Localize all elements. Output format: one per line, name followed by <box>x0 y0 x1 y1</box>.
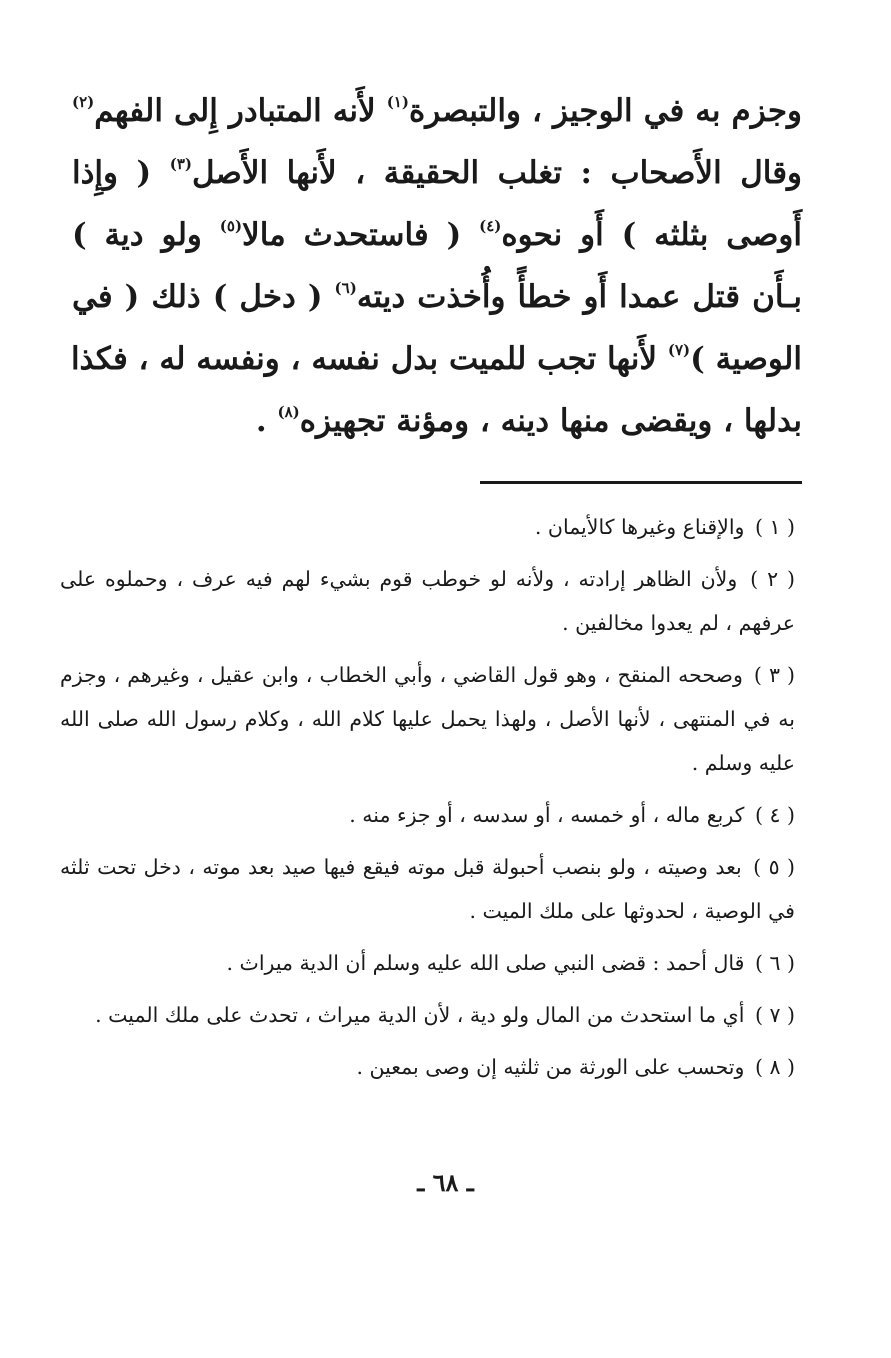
footnote-number: ( ٧ ) <box>754 1003 795 1027</box>
footnote <box>60 653 795 785</box>
footnote-divider <box>480 481 802 484</box>
main-text <box>72 80 802 452</box>
footnote-number: ( ٥ ) <box>753 855 795 879</box>
text-segment: ( فاستحدث مالا <box>242 217 480 253</box>
footnote <box>60 993 795 1037</box>
text-segment: وقال الأَصحاب : تغلب الحقيقة ، لأَنها الأَصل <box>192 155 802 191</box>
main-line <box>72 328 802 390</box>
text-segment: ( وإِذا <box>72 155 170 191</box>
text-segment: ولو دية ) <box>72 217 220 253</box>
main-line <box>72 390 802 452</box>
footnote-marker[interactable]: (٥) <box>219 217 243 235</box>
text-segment: ( دخل ) ذلك ( في <box>72 279 335 315</box>
text-segment: بـأَن قتل عمدا أَو خطأً وأُخذت ديته <box>356 279 802 315</box>
text-segment: . <box>255 403 278 439</box>
footnote <box>60 941 795 985</box>
main-line <box>72 80 802 142</box>
footnote-text: والإقناع وغيرها كالأيمان . <box>534 515 745 539</box>
footnotes <box>60 505 795 1097</box>
footnote <box>60 1045 795 1089</box>
text-segment: أَوصى بثلثه ) أَو نحوه <box>501 217 802 253</box>
footnote-marker[interactable]: (٢) <box>72 93 95 111</box>
footnote <box>60 505 795 549</box>
footnote-marker[interactable]: (٣) <box>169 155 193 173</box>
text-segment: لأَنه المتبادر إِلى الفهم <box>94 93 387 129</box>
footnote-number: ( ١ ) <box>754 515 795 539</box>
text-segment: بدلها ، ويقضى منها دينه ، ومؤنة تجهيزه <box>299 403 802 439</box>
text-segment: لأَنها تجب للميت بدل نفسه ، ونفسه له ، فكذا <box>70 341 668 377</box>
footnote-number: ( ٣ ) <box>753 663 796 687</box>
main-line <box>72 204 802 266</box>
footnote-number: ( ٦ ) <box>754 951 795 975</box>
main-line <box>72 142 802 204</box>
main-line <box>72 266 802 328</box>
page-number: ـ ٦٨ ـ <box>417 1168 474 1197</box>
text-segment: وجزم به في الوجيز ، والتبصرة <box>408 93 802 129</box>
footnote-number: ( ٤ ) <box>754 803 795 827</box>
footnote-marker[interactable]: (١) <box>386 93 409 111</box>
footnote-text: ولأن الظاهر إرادته ، ولأنه لو خوطب قوم بشيء لهم فيه عرف ، وحملوه على عرفهم ، لم يعدوا مخالفين . <box>60 567 795 635</box>
footnote-marker[interactable]: (٧) <box>667 341 691 359</box>
footnote-number: ( ٢ ) <box>750 567 796 591</box>
footnote-marker[interactable]: (٦) <box>334 279 357 297</box>
footnote <box>60 557 795 645</box>
footnote-number: ( ٨ ) <box>754 1055 795 1079</box>
footnote-text: كربع ماله ، أو خمسه ، أو سدسه ، أو جزء منه . <box>349 803 745 827</box>
footnote-text: وصححه المنقح ، وهو قول القاضي ، وأبي الخطاب ، وابن عقيل ، وغيرهم ، وجزم به في المنتهى ، لأنها الأصل ، ولهذا يحمل عليها كلام الله ، وكلام رسول الله صلى الله عليه وسلم . <box>60 663 795 775</box>
footnote-text: قال أحمد : قضى النبي صلى الله عليه وسلم أن الدية ميراث . <box>226 951 745 975</box>
footnote-text: وتحسب على الورثة من ثلثيه إن وصى بمعين . <box>356 1055 745 1079</box>
footnote <box>60 793 795 837</box>
footnote <box>60 845 795 933</box>
text-segment: الوصية ) <box>690 341 802 377</box>
footnote-text: أي ما استحدث من المال ولو دية ، لأن الدية ميراث ، تحدث على ملك الميت . <box>95 1003 745 1027</box>
footnote-marker[interactable]: (٨) <box>277 403 300 421</box>
footnote-marker[interactable]: (٤) <box>479 217 502 235</box>
footnote-text: بعد وصيته ، ولو بنصب أحبولة قبل موته فيقع فيها صيد بعد موته ، دخل تحت ثلثه في الوصية ، لحدوثها على ملك الميت . <box>60 855 795 923</box>
